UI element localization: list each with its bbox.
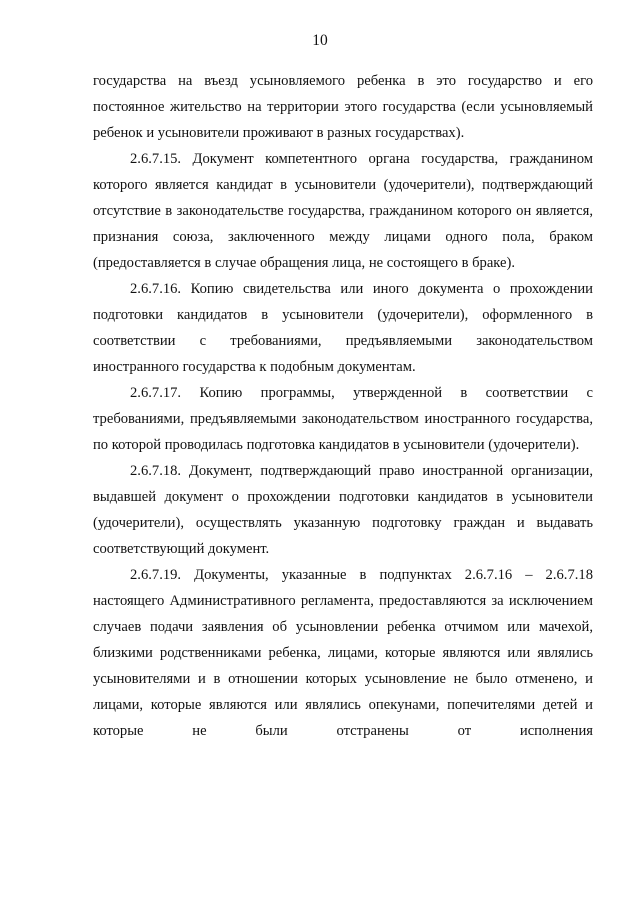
paragraph-2-6-7-16: 2.6.7.16. Копию свидетельства или иного документа о прохождении подготовки кандидатов в усыновители (удочерители), оформленного в соответствии с требованиями, предъявляемыми законодательством иностранного государства к подобным документам. [93,281,593,375]
paragraph-2-6-7-19: 2.6.7.19. Документы, указанные в подпунктах 2.6.7.16 – 2.6.7.18 настоящего Административного регламента, предоставляются за исключением случаев подачи заявления об усыновлении ребенка отчимом или мачехой, близкими родственниками ребенка, лицами, которые являются или являлись усыновителями и в отношении которых усыновление не было отменено, и лицами, которые являются или являлись опекунами, попечителями детей и которые не были отстранены от исполнения [93,567,593,739]
paragraph-2-6-7-17: 2.6.7.17. Копию программы, утвержденной в соответствии с требованиями, предъявляемыми законодательством иностранного государства, по которой проводилась подготовка кандидатов в усыновители (удочерители). [93,385,593,453]
page-number: 10 [312,32,328,49]
paragraph-2-6-7-15: 2.6.7.15. Документ компетентного органа государства, гражданином которого является кандидат в усыновители (удочерители), подтверждающий отсутствие в законодательстве государства, гражданином которого он является, признания союза, заключенного между лицами одного пола, браком (предоставляется в случае обращения лица, не состоящего в браке). [93,151,593,271]
document-body [93,68,593,744]
paragraph-2-6-7-18: 2.6.7.18. Документ, подтверждающий право иностранной организации, выдавшей документ о прохождении подготовки кандидатов в усыновители (удочерители), осуществлять указанную подготовку граждан и выдавать соответствующий документ. [93,463,593,557]
paragraph-continuation: государства на въезд усыновляемого ребенка в это государство и его постоянное жительство на территории этого государства (если усыновляемый ребенок и усыновители проживают в разных государствах). [93,73,593,141]
